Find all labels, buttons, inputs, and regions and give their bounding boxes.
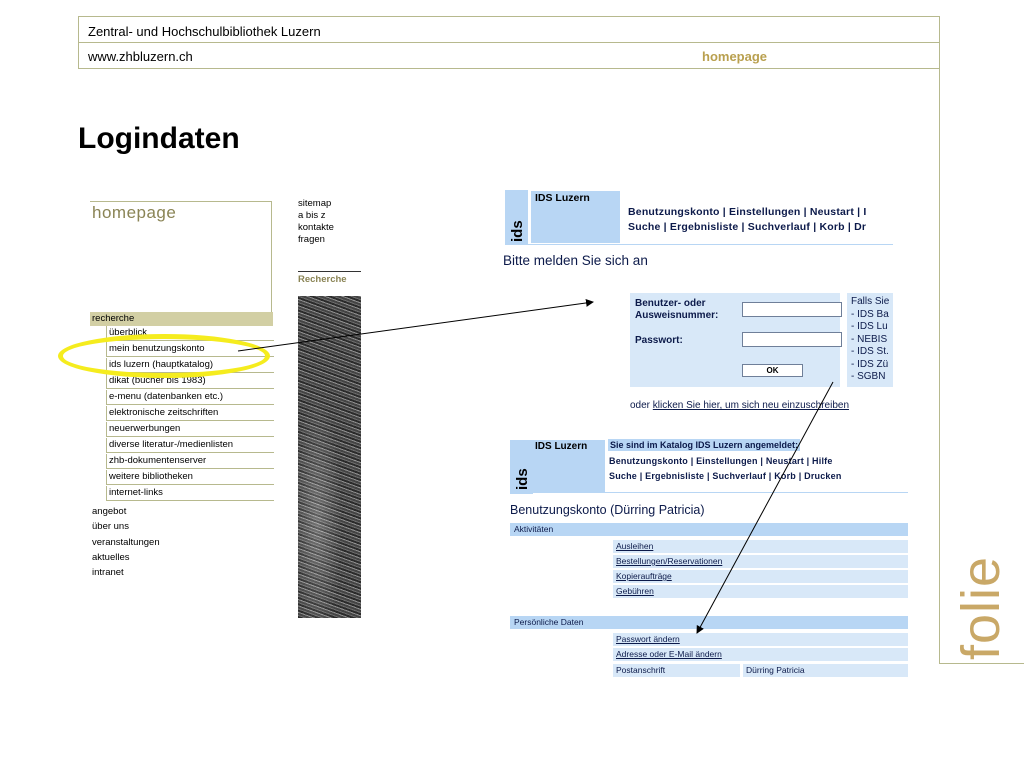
nav-mein-benutzungskonto[interactable]: mein benutzungskonto <box>106 342 274 357</box>
section-aktivitaeten: Aktivitäten <box>510 523 908 536</box>
slide-title: Logindaten <box>78 122 240 155</box>
nav-dikat[interactable]: dikat (bücher bis 1983) <box>106 374 274 389</box>
ids-catalog-bottom: IDS Luzern <box>531 440 605 492</box>
util-kontakte[interactable]: kontakte <box>298 222 334 233</box>
side-item: - IDS Ba <box>851 308 889 320</box>
link-gebuehren[interactable]: Gebühren <box>613 585 908 598</box>
side-item: - IDS Zü <box>851 358 889 370</box>
account-menu-1[interactable]: Benutzungskonto | Einstellungen | Neustart | Hilfe <box>609 456 833 466</box>
arrow-to-login <box>238 302 593 351</box>
nav-angebot[interactable]: angebot <box>92 506 127 517</box>
postanschrift-label: Postanschrift <box>613 664 740 677</box>
login-menu-1[interactable]: Benutzungskonto | Einstellungen | Neustart | I <box>628 206 867 218</box>
nav-veranstaltungen[interactable]: veranstaltungen <box>92 537 160 548</box>
nav-zeitschriften[interactable]: elektronische zeitschriften <box>106 406 274 421</box>
ids-logo-text-bottom: ids <box>514 468 531 490</box>
nav-ueberblick[interactable]: überblick <box>106 326 274 341</box>
side-item: Falls Sie <box>851 296 890 307</box>
account-menu-2[interactable]: Suche | Ergebnisliste | Suchverlauf | Korb | Drucken <box>609 471 842 481</box>
section-label[interactable]: homepage <box>702 49 768 64</box>
link-adresse-aendern[interactable]: Adresse oder E-Mail ändern <box>613 648 908 661</box>
nav-aktuelles[interactable]: aktuelles <box>92 552 130 563</box>
link-kopierauftraege[interactable]: Kopieraufträge <box>613 570 908 583</box>
nav-dokumentenserver[interactable]: zhb-dokumentenserver <box>106 454 274 469</box>
nav-e-menu[interactable]: e-menu (datenbanken etc.) <box>106 390 274 405</box>
ok-button[interactable]: OK <box>742 364 803 377</box>
nav-ids-luzern[interactable]: ids luzern (hauptkatalog) <box>106 358 274 373</box>
site-url[interactable]: www.zhbluzern.ch <box>88 49 193 64</box>
side-item: - SGBN <box>851 371 886 382</box>
institution-name: Zentral- und Hochschulbibliothek Luzern <box>88 24 321 39</box>
user-label-1: Benutzer- oder <box>635 298 706 309</box>
link-bestellungen[interactable]: Bestellungen/Reservationen <box>613 555 908 568</box>
nav-ueber-uns[interactable]: über uns <box>92 521 129 532</box>
ids-logo-text-top: ids <box>509 220 526 242</box>
link-ausleihen[interactable]: Ausleihen <box>613 540 908 553</box>
side-item: - IDS Lu <box>851 321 888 332</box>
register-prefix: oder <box>630 400 653 411</box>
homepage-logo: homepage <box>92 203 177 222</box>
logged-in-note: Sie sind im Katalog IDS Luzern angemeldet: <box>610 440 799 450</box>
user-label-2: Ausweisnummer: <box>635 310 719 321</box>
link-passwort-aendern[interactable]: Passwort ändern <box>613 633 908 646</box>
nav-medienlisten[interactable]: diverse literatur-/medienlisten <box>106 438 274 453</box>
login-menu-2[interactable]: Suche | Ergebnisliste | Suchverlauf | Korb | Dr <box>628 221 867 233</box>
password-label: Passwort: <box>635 335 683 346</box>
folie-label: folie <box>951 555 1011 660</box>
postanschrift-value: Dürring Patricia <box>743 664 908 677</box>
section-persoenliche-daten: Persönliche Daten <box>510 616 908 629</box>
account-heading: Benutzungskonto (Dürring Patricia) <box>510 503 705 517</box>
side-item: - NEBIS <box>851 333 888 345</box>
side-item: - IDS St. <box>851 346 889 357</box>
nav-intranet[interactable]: intranet <box>92 567 124 578</box>
login-heading: Bitte melden Sie sich an <box>503 253 648 268</box>
util-fragen[interactable]: fragen <box>298 234 325 245</box>
nav-recherche[interactable]: recherche <box>90 312 273 326</box>
util-az[interactable]: a bis z <box>298 210 326 221</box>
photo-caption: Recherche <box>298 274 347 285</box>
nav-internet-links[interactable]: internet-links <box>106 486 274 501</box>
arrow-to-password-change <box>697 382 833 633</box>
nav-neuerwerbungen[interactable]: neuerwerbungen <box>106 422 274 437</box>
util-sitemap[interactable]: sitemap <box>298 198 332 209</box>
nav-bibliotheken[interactable]: weitere bibliotheken <box>106 470 274 485</box>
register-link[interactable]: klicken Sie hier, um sich neu einzuschreiben <box>652 400 850 411</box>
ids-catalog-top: IDS Luzern <box>531 191 620 243</box>
